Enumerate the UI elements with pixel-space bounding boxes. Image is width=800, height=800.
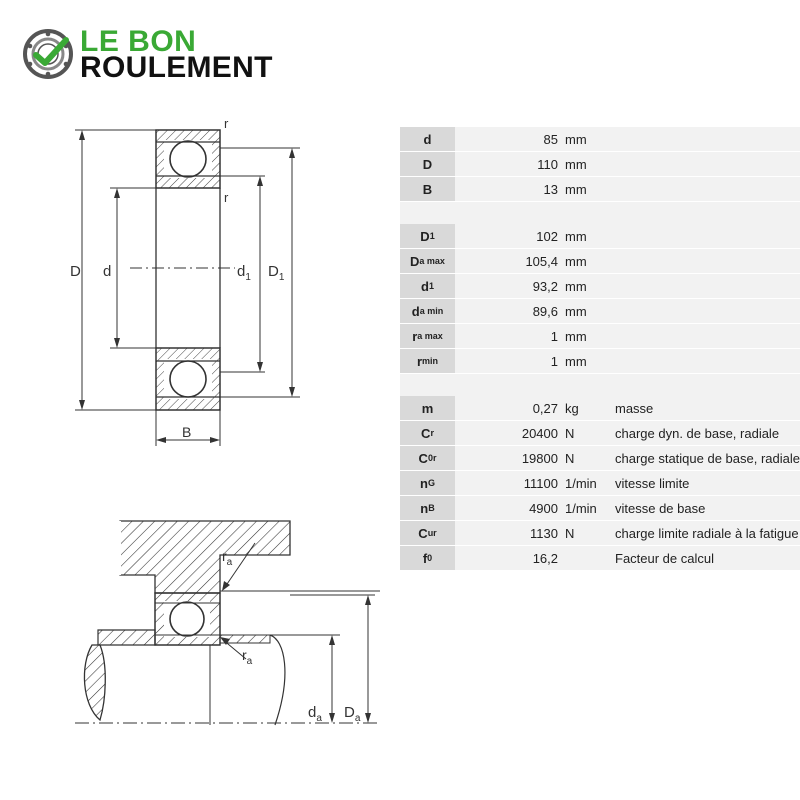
spec-description: vitesse de base	[605, 496, 800, 521]
spec-description	[605, 177, 800, 202]
spec-unit: mm	[560, 274, 605, 299]
spec-value: 1	[455, 349, 560, 374]
spec-value: 89,6	[455, 299, 560, 324]
spec-description	[605, 299, 800, 324]
label-da: $d_a$	[308, 704, 322, 724]
label-ra-top: $r_a$	[222, 548, 233, 568]
spec-value: 105,4	[455, 249, 560, 274]
spec-value: 93,2	[455, 274, 560, 299]
spec-symbol: B	[400, 177, 455, 202]
spec-unit: mm	[560, 324, 605, 349]
spec-symbol: D	[400, 152, 455, 177]
spec-row	[400, 546, 800, 571]
spec-row	[400, 496, 800, 521]
spec-unit: mm	[560, 299, 605, 324]
spec-row	[400, 299, 800, 324]
spec-unit: N	[560, 446, 605, 471]
spec-value: 19800	[455, 446, 560, 471]
spec-description: masse	[605, 396, 800, 421]
spec-row	[400, 152, 800, 177]
spec-symbol: r min	[400, 349, 455, 374]
spec-symbol: n G	[400, 471, 455, 496]
spec-description	[605, 349, 800, 374]
spec-symbol: C ur	[400, 521, 455, 546]
spec-row	[400, 471, 800, 496]
spec-description	[605, 249, 800, 274]
spec-table	[400, 127, 800, 571]
spec-symbol: C 0r	[400, 446, 455, 471]
bearing-check-icon	[22, 28, 74, 80]
bearing-section-drawing	[60, 110, 380, 450]
spec-row	[400, 274, 800, 299]
logo-line1: LE BON	[80, 25, 197, 58]
spec-value: 13	[455, 177, 560, 202]
spec-row	[400, 127, 800, 152]
spec-value: 110	[455, 152, 560, 177]
spec-row	[400, 324, 800, 349]
spec-unit: mm	[560, 127, 605, 152]
logo-line2: ROULEMENT	[80, 51, 273, 84]
spec-group-separator	[400, 202, 800, 224]
label-D1: $D_1$	[268, 263, 285, 283]
label-r-top: r	[224, 116, 229, 131]
label-Da: $D_a$	[344, 704, 361, 724]
spec-description: charge statique de base, radiale	[605, 446, 800, 471]
spec-row	[400, 421, 800, 446]
spec-description	[605, 127, 800, 152]
spec-row	[400, 521, 800, 546]
spec-description: Facteur de calcul	[605, 546, 800, 571]
spec-symbol: d 1	[400, 274, 455, 299]
label-ra-bottom: $r_a$	[242, 647, 253, 667]
spec-row	[400, 396, 800, 421]
spec-description	[605, 324, 800, 349]
spec-unit: mm	[560, 224, 605, 249]
spec-value: 1	[455, 324, 560, 349]
brand-logo	[22, 25, 302, 85]
spec-unit: 1/min	[560, 496, 605, 521]
spec-symbol: d a min	[400, 299, 455, 324]
spec-value: 16,2	[455, 546, 560, 571]
spec-symbol: f 0	[400, 546, 455, 571]
spec-description: charge dyn. de base, radiale	[605, 421, 800, 446]
spec-value: 0,27	[455, 396, 560, 421]
spec-description: charge limite radiale à la fatigue	[605, 521, 800, 546]
spec-symbol: C r	[400, 421, 455, 446]
spec-value: 11100	[455, 471, 560, 496]
spec-row	[400, 249, 800, 274]
spec-value: 20400	[455, 421, 560, 446]
spec-value: 4900	[455, 496, 560, 521]
label-r-mid: r	[224, 190, 229, 205]
label-D: D	[70, 263, 81, 280]
spec-value: 85	[455, 127, 560, 152]
spec-unit: kg	[560, 396, 605, 421]
spec-unit: mm	[560, 249, 605, 274]
spec-row	[400, 177, 800, 202]
spec-unit: mm	[560, 152, 605, 177]
spec-unit: mm	[560, 349, 605, 374]
spec-row	[400, 446, 800, 471]
label-d: d	[103, 263, 112, 280]
spec-description	[605, 152, 800, 177]
spec-symbol: r a max	[400, 324, 455, 349]
spec-description	[605, 224, 800, 249]
spec-symbol: m	[400, 396, 455, 421]
spec-unit: mm	[560, 177, 605, 202]
spec-value: 1130	[455, 521, 560, 546]
spec-row	[400, 349, 800, 374]
label-B: B	[182, 424, 192, 440]
label-d1: $d_1$	[237, 263, 251, 283]
spec-symbol: D a max	[400, 249, 455, 274]
spec-unit: N	[560, 521, 605, 546]
spec-unit	[560, 546, 605, 571]
spec-unit: 1/min	[560, 471, 605, 496]
spec-symbol: n B	[400, 496, 455, 521]
mounting-detail-drawing	[70, 515, 390, 755]
spec-description: vitesse limite	[605, 471, 800, 496]
spec-value: 102	[455, 224, 560, 249]
spec-unit: N	[560, 421, 605, 446]
spec-row	[400, 224, 800, 249]
spec-symbol: d	[400, 127, 455, 152]
spec-description	[605, 274, 800, 299]
spec-group-separator	[400, 374, 800, 396]
spec-symbol: D 1	[400, 224, 455, 249]
